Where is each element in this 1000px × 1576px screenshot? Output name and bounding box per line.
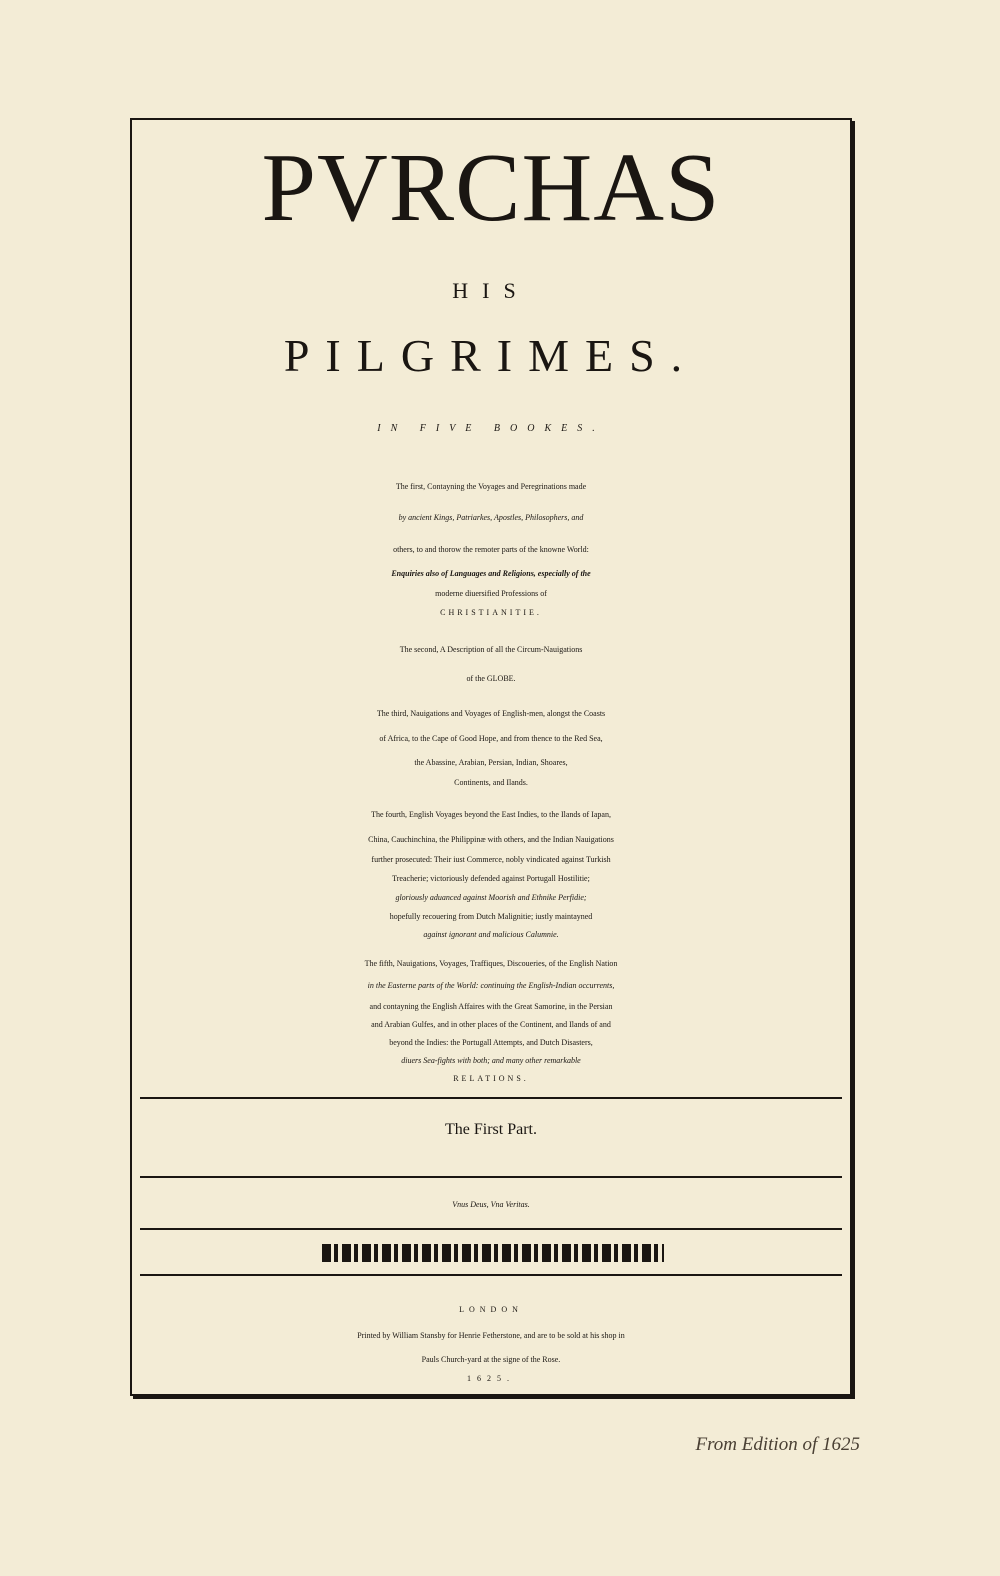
fourth-book-line: gloriously aduanced against Moorish and Ethnike Perfidie; — [395, 893, 587, 902]
third-book-line: of Africa, to the Cape of Good Hope, and from thence to the Red Sea, — [379, 734, 603, 743]
fifth-book-line: beyond the Indies: the Portugall Attempts, and Dutch Disasters, — [389, 1038, 593, 1047]
books-heading: IN FIVE BOOKES. — [377, 423, 605, 434]
third-book-line: Continents, and Ilands. — [454, 778, 528, 787]
fifth-book-line: and contayning the English Affaires with the Great Samorine, in the Persian — [369, 1002, 613, 1011]
fifth-book-line: diuers Sea-fights with both; and many other remarkable — [401, 1056, 581, 1065]
fourth-book-line: The fourth, English Voyages beyond the East Indies, to the Ilands of Iapan, — [371, 810, 611, 819]
divider-rule — [140, 1097, 842, 1099]
fifth-book-line: and Arabian Gulfes, and in other places of the Continent, and Ilands of and — [371, 1020, 611, 1029]
first-book-line: The first, Contayning the Voyages and Peregrinations made — [395, 482, 587, 491]
title-his: HIS — [452, 278, 530, 303]
imprint-line: Printed by William Stansby for Henrie Fetherstone, and are to be sold at his shop in — [357, 1331, 625, 1340]
fourth-book-line: China, Cauchinchina, the Philippinæ with others, and the Indian Nauigations — [368, 835, 614, 844]
title-page-frame — [130, 118, 852, 1396]
first-book-line: CHRISTIANITIE. — [440, 608, 542, 617]
motto: Vnus Deus, Vna Veritas. — [452, 1200, 530, 1209]
part-heading: The First Part. — [445, 1121, 537, 1138]
second-book-line: The second, A Description of all the Circum-Nauigations — [399, 645, 583, 654]
imprint-line: Pauls Church-yard at the signe of the Rose. — [421, 1355, 561, 1364]
title-purchas: PVRCHAS — [261, 134, 721, 242]
fifth-book-line: RELATIONS. — [453, 1074, 529, 1083]
first-book-line: others, to and thorow the remoter parts of the knowne World: — [393, 545, 589, 554]
divider-rule — [140, 1176, 842, 1178]
title-pilgrimes: PILGRIMES. — [283, 330, 699, 381]
fourth-book-line: hopefully recouering from Dutch Malignitie; iustly maintayned — [389, 912, 593, 921]
third-book-line: the Abassine, Arabian, Persian, Indian, Shoares, — [414, 758, 568, 767]
fifth-book-line: The fifth, Nauigations, Voyages, Traffiques, Discoueries, of the English Nation — [364, 959, 618, 968]
fourth-book-line: further prosecuted: Their iust Commerce, nobly vindicated against Turkish — [371, 855, 611, 864]
edition-caption: From Edition of 1625 — [695, 1434, 860, 1455]
fourth-book-line: Treacherie; victoriously defended against Portugall Hostilitie; — [392, 874, 590, 883]
divider-rule — [140, 1228, 842, 1230]
third-book-line: The third, Nauigations and Voyages of English-men, alongst the Coasts — [376, 709, 606, 718]
fifth-book-line: in the Easterne parts of the World: continuing the English-Indian occurrents, — [367, 981, 615, 990]
imprint-year: 1625. — [467, 1374, 515, 1383]
divider-rule — [140, 1274, 842, 1276]
ornament-band — [322, 1244, 664, 1262]
first-book-line: Enquiries also of Languages and Religions, especially of the — [391, 569, 591, 578]
fourth-book-line: against ignorant and malicious Calumnie. — [423, 930, 559, 939]
first-book-line: by ancient Kings, Patriarkes, Apostles, Philosophers, and — [398, 513, 584, 522]
first-book-line: moderne diuersified Professions of — [435, 589, 547, 598]
second-book-line: of the GLOBE. — [466, 674, 516, 683]
imprint-city: LONDON — [459, 1305, 523, 1314]
